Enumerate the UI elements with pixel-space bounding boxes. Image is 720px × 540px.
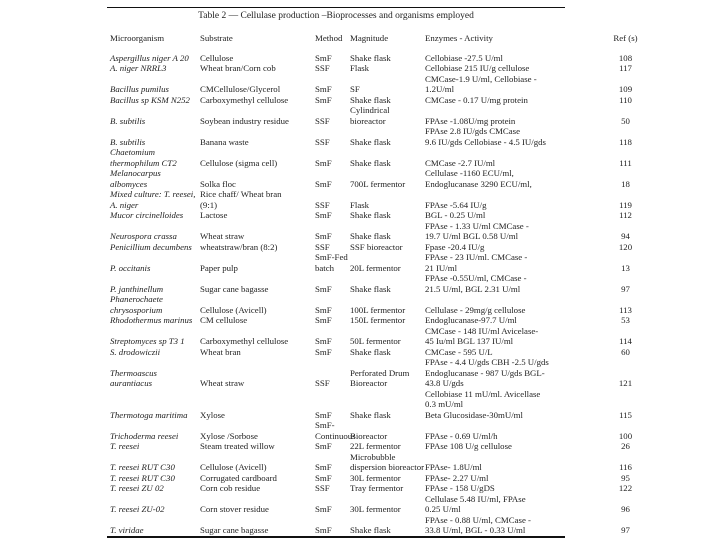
table-row	[110, 347, 638, 358]
substrate-cell: Xylose /Sorbose	[200, 430, 258, 441]
substrate-cell: Cellulose (sigma cell)	[200, 157, 278, 168]
ref-cell: 122	[618, 483, 633, 493]
table-row	[110, 95, 638, 106]
table-row	[110, 357, 638, 389]
ref-cell: 116	[619, 462, 632, 472]
enzymes-activity-cell: Endoglucanase-97.7 U/ml	[425, 315, 517, 325]
substrate-cell: Cellulose (Avicell)	[200, 304, 267, 315]
table-row	[110, 410, 638, 421]
method-cell: SmF	[315, 504, 332, 514]
table-row	[110, 315, 638, 326]
magnitude-cell: Cylindrical bioreactor	[350, 105, 390, 126]
ref-cell: 118	[619, 136, 632, 147]
ref-cell: 119	[619, 199, 632, 210]
microorganism-cell: Chaetomium thermophilum CT2	[110, 147, 177, 168]
substrate-cell: Sugar cane bagasse	[200, 283, 269, 294]
substrate-cell: Wheat straw	[200, 231, 245, 241]
microorganism-cell: A. niger NRRL3	[110, 63, 167, 73]
method-cell: SSF	[315, 63, 330, 73]
ref-cell: 114	[619, 336, 632, 346]
table-row	[110, 294, 638, 315]
ref-cell: 115	[619, 409, 632, 420]
magnitude-cell: 30L fermentor	[350, 472, 401, 483]
microorganism-cell: B. subtilis	[110, 115, 146, 126]
substrate-cell: Soybean industry residue	[200, 115, 289, 126]
substrate-cell: Wheat straw	[200, 378, 245, 388]
substrate-cell: CMCellulose/Glycerol	[200, 84, 281, 94]
enzymes-activity-cell: CMCase - 0.17 U/mg protein	[425, 94, 528, 105]
enzymes-activity-cell: FPAse 2.8 IU/gds CMCase 9.6 IU/gds Cellobiase - 4.5 IU/gds	[425, 126, 546, 147]
table-row	[110, 210, 638, 221]
microorganism-cell: Melanocarpus albomyces	[110, 168, 161, 189]
substrate-cell: CM cellulose	[200, 315, 248, 325]
method-cell: SSF	[315, 378, 330, 388]
table-title: Table 2 — Cellulase production –Bioprocesses and organisms employed	[198, 11, 474, 21]
table-row	[110, 473, 638, 484]
microorganism-cell: Penicillium decumbens	[110, 241, 192, 252]
enzymes-activity-cell: Cellobiase 215 IU/g cellulose	[425, 63, 530, 73]
substrate-cell: Corn cob residue	[200, 483, 261, 493]
table-row	[110, 273, 638, 294]
header-microorganism: Microorganism	[110, 33, 165, 43]
substrate-cell: Corrugated cardboard	[200, 472, 277, 483]
header-ref: Ref (s)	[613, 33, 638, 43]
ref-cell: 94	[621, 231, 630, 241]
magnitude-cell: Shake flask	[350, 231, 391, 241]
enzymes-activity-cell: FPAse- 1.8U/ml	[425, 462, 482, 472]
microorganism-cell: Bacillus sp KSM N252	[110, 94, 190, 105]
table-row	[110, 441, 638, 452]
header-enzymes-activity: Enzymes - Activity	[425, 33, 493, 43]
magnitude-cell: 30L fermentor	[350, 504, 401, 514]
microorganism-cell: S. drodowiczii	[110, 346, 161, 357]
microorganism-cell: Mixed culture: T. reesei, A. niger	[110, 189, 196, 210]
ref-cell: 26	[621, 441, 630, 451]
table-row	[110, 221, 638, 242]
method-cell: SSF	[315, 483, 330, 493]
method-cell: SmF	[315, 231, 332, 241]
ref-cell: 117	[619, 63, 632, 73]
enzymes-activity-cell: FPAse -5.64 IU/g	[425, 199, 487, 210]
microorganism-cell: P. janthinellum	[110, 283, 164, 294]
header-magnitude: Magnitude	[350, 33, 389, 43]
method-cell: SmF	[315, 94, 332, 105]
microorganism-cell: T. reesei RUT C30	[110, 472, 175, 483]
method-cell: SmF-Fed batch	[315, 252, 348, 273]
method-cell: SmF	[315, 52, 332, 63]
method-cell: SmF	[315, 283, 332, 294]
bottom-rule	[107, 536, 565, 538]
ref-cell: 18	[621, 178, 630, 189]
table-row	[110, 147, 638, 168]
method-cell: SSF	[315, 115, 330, 126]
ref-cell: 13	[621, 262, 630, 273]
magnitude-cell: Shake flask	[350, 157, 391, 168]
substrate-cell: Paper pulp	[200, 262, 238, 273]
substrate-cell: Solka floc	[200, 178, 236, 189]
method-cell: SmF	[315, 315, 332, 325]
table-row	[110, 483, 638, 494]
microorganism-cell: T. reesei ZU 02	[110, 483, 164, 493]
microorganism-cell: Bacillus pumilus	[110, 84, 169, 94]
method-cell: SmF	[315, 409, 332, 420]
substrate-cell: Carboxymethyl cellulose	[200, 336, 289, 346]
magnitude-cell: SF	[350, 84, 360, 94]
magnitude-cell: 700L fermentor	[350, 178, 406, 189]
ref-cell: 97	[621, 525, 630, 535]
ref-cell: 110	[619, 94, 632, 105]
enzymes-activity-cell: FPAse- 2.27 U/ml	[425, 472, 489, 483]
microorganism-cell: Trichoderma reesei	[110, 430, 179, 441]
method-cell: SmF	[315, 462, 332, 472]
method-cell: SmF	[315, 178, 332, 189]
top-rule	[107, 7, 565, 8]
ref-cell: 96	[621, 504, 630, 514]
table-row	[110, 494, 638, 515]
table-row	[110, 74, 638, 95]
substrate-cell: Cellulose	[200, 52, 234, 63]
magnitude-cell: Microbubble dispersion bioreactor	[350, 451, 425, 472]
ref-cell: 120	[618, 241, 633, 252]
magnitude-cell: Flask	[350, 63, 370, 73]
enzymes-activity-cell: Cellulase 5.48 IU/ml, FPAse 0.25 U/ml	[425, 493, 526, 514]
magnitude-cell: Shake flask	[350, 136, 391, 147]
microorganism-cell: Aspergillus niger A 20	[110, 52, 189, 63]
enzymes-activity-cell: Fpase -20.4 IU/g	[425, 241, 485, 252]
microorganism-cell: T. reesei ZU-02	[110, 504, 165, 514]
microorganism-cell: T. reesei RUT C30	[110, 462, 175, 472]
magnitude-cell: 150L fermentor	[350, 315, 406, 325]
enzymes-activity-cell: CMCase - 595 U/L	[425, 346, 493, 357]
magnitude-cell: Shake flask	[350, 525, 391, 535]
ref-cell: 111	[619, 157, 632, 168]
enzymes-activity-cell: CMCase -2.7 IU/ml	[425, 157, 496, 168]
substrate-cell: wheatstraw/bran (8:2)	[200, 241, 278, 252]
substrate-cell: Xylose	[200, 409, 225, 420]
method-cell: SmF	[315, 157, 332, 168]
substrate-cell: Wheat bran/Corn cob	[200, 63, 276, 73]
ref-cell: 121	[618, 378, 633, 388]
magnitude-cell: Shake flask	[350, 283, 391, 294]
ref-cell: 50	[621, 115, 630, 126]
magnitude-cell: Flask	[350, 199, 370, 210]
microorganism-cell: P. occitanis	[110, 262, 151, 273]
enzymes-activity-cell: BGL - 0.25 U/ml	[425, 210, 486, 220]
table-row	[110, 452, 638, 473]
substrate-cell: Corn stover residue	[200, 504, 269, 514]
enzymes-activity-cell: FPAse - 1.33 U/ml CMCase - 19.7 U/ml BGL 0.58 U/ml	[425, 220, 529, 241]
method-cell: SmF	[315, 336, 332, 346]
method-cell: SmF	[315, 84, 332, 94]
magnitude-cell: 50L fermentor	[350, 336, 401, 346]
enzymes-activity-cell: FPAse 108 U/g cellulose	[425, 441, 512, 451]
method-cell: SmF	[315, 472, 332, 483]
enzymes-activity-cell: FPAse - 4.4 U/gds CBH -2.5 U/gds Endoglucanase - 987 U/gds BGL- 43.8 U/gds	[425, 357, 549, 388]
microorganism-cell: Mucor circinelloides	[110, 210, 184, 220]
method-cell: SSF	[315, 199, 330, 210]
magnitude-cell: 20L fermentor	[350, 262, 401, 273]
table-row	[110, 105, 638, 126]
ref-cell: 60	[621, 346, 630, 357]
magnitude-cell: Tray fermentor	[350, 483, 404, 493]
table-row	[110, 326, 638, 347]
header-method: Method	[315, 33, 343, 43]
enzymes-activity-cell: Cellobiase -27.5 U/ml	[425, 52, 503, 63]
microorganism-cell: Thermotoga maritima	[110, 409, 188, 420]
substrate-cell: Cellulose (Avicell)	[200, 462, 267, 472]
method-cell: SSF	[315, 136, 330, 147]
method-cell: SmF	[315, 346, 332, 357]
ref-cell: 109	[618, 84, 633, 94]
enzymes-activity-cell: Cellulase - 29mg/g cellulose	[425, 304, 526, 315]
method-cell: SmF	[315, 210, 332, 220]
method-cell: SmF	[315, 304, 332, 315]
microorganism-cell: Thermoascus aurantiacus	[110, 367, 157, 388]
ref-cell: 95	[621, 472, 630, 483]
enzymes-activity-cell: CMCase - 148 IU/ml Avicelase- 45 Iu/ml BGL 137 IU/ml	[425, 325, 539, 346]
enzymes-activity-cell: FPAse -0.55U/ml, CMCase - 21.5 U/ml, BGL 2.31 U/ml	[425, 273, 527, 294]
ref-cell: 113	[619, 304, 632, 315]
substrate-cell: Lactose	[200, 210, 228, 220]
table-row	[110, 242, 638, 253]
ref-cell: 97	[621, 283, 630, 294]
magnitude-cell: 100L fermentor	[350, 304, 406, 315]
method-cell: SmF- Continuous	[315, 420, 356, 441]
magnitude-cell: Shake flask	[350, 409, 391, 420]
table-row	[110, 63, 638, 74]
microorganism-cell: B. subtilis	[110, 136, 146, 147]
magnitude-cell: Perforated Drum Bioreactor	[350, 367, 410, 388]
ref-cell: 112	[619, 210, 632, 220]
magnitude-cell: Shake flask	[350, 346, 391, 357]
microorganism-cell: T. viridae	[110, 525, 144, 535]
microorganism-cell: Streptomyces sp T3 1	[110, 336, 185, 346]
table-row	[110, 126, 638, 147]
enzymes-activity-cell: Cellobiase 11 mU/ml. Avicellase 0.3 mU/ml	[425, 388, 541, 409]
magnitude-cell: Shake flask	[350, 52, 391, 63]
substrate-cell: Rice chaff/ Wheat bran (9:1)	[200, 189, 282, 210]
microorganism-cell: T. reesei	[110, 441, 140, 451]
microorganism-cell: Rhodothermus marinus	[110, 315, 193, 325]
enzymes-activity-cell: Cellulase -1160 ECU/ml, Endoglucanase 3290 ECU/ml,	[425, 168, 532, 189]
method-cell: SSF	[315, 241, 330, 252]
enzymes-activity-cell: FPAse - 0.88 U/ml, CMCase - 33.8 U/ml, BGL - 0.33 U/ml	[425, 514, 531, 535]
microorganism-cell: Neurospora crassa	[110, 231, 177, 241]
substrate-cell: Steam treated willow	[200, 441, 275, 451]
ref-cell: 53	[621, 315, 630, 325]
magnitude-cell: 22L fermentor	[350, 441, 401, 451]
table-header-row	[110, 33, 638, 44]
enzymes-activity-cell: FPAse - 0.69 U/ml/h	[425, 430, 498, 441]
table-row	[110, 53, 638, 64]
ref-cell: 108	[618, 52, 633, 63]
enzymes-activity-cell: FPAse - 158 U/gDS	[425, 483, 495, 493]
magnitude-cell: Shake flask	[350, 94, 391, 105]
enzymes-activity-cell: FPAse -1.08U/mg protein	[425, 115, 516, 126]
header-substrate: Substrate	[200, 33, 233, 43]
enzymes-activity-cell: Beta Glucosidase-30mU/ml	[425, 409, 523, 420]
magnitude-cell: Shake flask	[350, 210, 391, 220]
cellulase-table	[110, 33, 638, 536]
table-row	[110, 168, 638, 189]
enzymes-activity-cell: FPAse - 23 IU/ml. CMCase - 21 IU/ml	[425, 252, 528, 273]
substrate-cell: Wheat bran	[200, 346, 241, 357]
substrate-cell: Banana waste	[200, 136, 249, 147]
method-cell: SmF	[315, 525, 332, 535]
magnitude-cell: Bioreactor	[350, 430, 388, 441]
microorganism-cell: Phanerochaete chrysosporium	[110, 294, 163, 315]
table-row	[110, 252, 638, 273]
ref-cell: 100	[618, 430, 633, 441]
substrate-cell: Sugar cane bagasse	[200, 525, 269, 535]
table-row	[110, 389, 638, 410]
substrate-cell: Carboxymethyl cellulose	[200, 94, 289, 105]
magnitude-cell: SSF bioreactor	[350, 241, 403, 252]
table-row	[110, 420, 638, 441]
table-row	[110, 189, 638, 210]
method-cell: SmF	[315, 441, 332, 451]
table-row	[110, 515, 638, 536]
enzymes-activity-cell: CMCase-1.9 U/ml, Cellobiase - 1.2U/ml	[425, 73, 537, 94]
